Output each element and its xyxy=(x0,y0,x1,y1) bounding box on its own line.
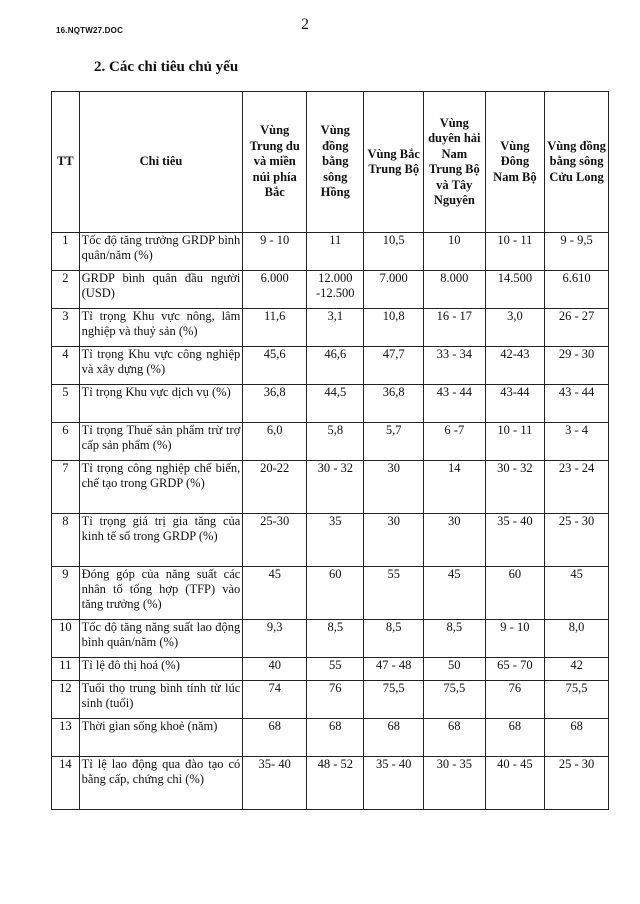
row-number: 1 xyxy=(52,233,80,271)
region-value: 76 xyxy=(307,681,364,719)
table-row xyxy=(52,514,609,567)
table-header-row xyxy=(52,92,609,233)
region-value: 3,1 xyxy=(307,309,364,347)
table-row xyxy=(52,567,609,620)
row-number: 6 xyxy=(52,423,80,461)
region-value: 68 xyxy=(243,719,307,757)
row-number: 11 xyxy=(52,658,80,681)
region-value: 76 xyxy=(485,681,545,719)
header-region: Vùng đồng bằng sông Cửu Long xyxy=(545,92,609,233)
indicator-name: Tốc độ tăng năng suất lao động bình quân/năm (%) xyxy=(79,620,243,658)
region-value: 48 - 52 xyxy=(307,757,364,810)
region-value: 25-30 xyxy=(243,514,307,567)
page-number: 2 xyxy=(301,16,309,33)
region-value: 30 xyxy=(364,461,424,514)
region-value: 8.000 xyxy=(423,271,485,309)
row-number: 4 xyxy=(52,347,80,385)
row-number: 2 xyxy=(52,271,80,309)
row-number: 5 xyxy=(52,385,80,423)
region-value: 45 xyxy=(243,567,307,620)
indicator-name: GRDP bình quân đầu người (USD) xyxy=(79,271,243,309)
region-value: 6.000 xyxy=(243,271,307,309)
region-value: 7.000 xyxy=(364,271,424,309)
region-value: 36,8 xyxy=(364,385,424,423)
region-value: 45,6 xyxy=(243,347,307,385)
region-value: 12.000 -12.500 xyxy=(307,271,364,309)
region-value: 29 - 30 xyxy=(545,347,609,385)
region-value: 26 - 27 xyxy=(545,309,609,347)
region-value: 36,8 xyxy=(243,385,307,423)
table-row xyxy=(52,719,609,757)
table-row xyxy=(52,347,609,385)
header-region: Vùng Bắc Trung Bộ xyxy=(364,92,424,233)
region-value: 11 xyxy=(307,233,364,271)
region-value: 40 xyxy=(243,658,307,681)
region-value: 30 - 32 xyxy=(307,461,364,514)
region-value: 10,8 xyxy=(364,309,424,347)
region-value: 8,5 xyxy=(423,620,485,658)
header-region: Vùng đồng bằng sông Hồng xyxy=(307,92,364,233)
document-filename: 16.NQTW27.DOC xyxy=(56,26,124,35)
region-value: 43-44 xyxy=(485,385,545,423)
region-value: 75,5 xyxy=(545,681,609,719)
table-row xyxy=(52,423,609,461)
table-row xyxy=(52,620,609,658)
indicator-name: Tỉ trọng Khu vực dịch vụ (%) xyxy=(79,385,243,423)
region-value: 65 - 70 xyxy=(485,658,545,681)
region-value: 25 - 30 xyxy=(545,757,609,810)
row-number: 14 xyxy=(52,757,80,810)
indicator-name: Tỉ trọng Khu vực công nghiệp và xây dựng (%) xyxy=(79,347,243,385)
region-value: 35 xyxy=(307,514,364,567)
region-value: 44,5 xyxy=(307,385,364,423)
table-row xyxy=(52,271,609,309)
indicator-name: Tốc độ tăng trưởng GRDP bình quân/năm (%) xyxy=(79,233,243,271)
region-value: 35 - 40 xyxy=(364,757,424,810)
region-value: 45 xyxy=(545,567,609,620)
row-number: 9 xyxy=(52,567,80,620)
table-row xyxy=(52,309,609,347)
region-value: 9 - 10 xyxy=(485,620,545,658)
region-value: 9 - 10 xyxy=(243,233,307,271)
table-row xyxy=(52,681,609,719)
region-value: 9,3 xyxy=(243,620,307,658)
region-value: 8,5 xyxy=(364,620,424,658)
indicators-table xyxy=(51,91,609,810)
table-row xyxy=(52,233,609,271)
region-value: 5,8 xyxy=(307,423,364,461)
region-value: 68 xyxy=(485,719,545,757)
region-value: 3,0 xyxy=(485,309,545,347)
region-value: 60 xyxy=(307,567,364,620)
region-value: 42 xyxy=(545,658,609,681)
region-value: 10 - 11 xyxy=(485,233,545,271)
region-value: 55 xyxy=(307,658,364,681)
region-value: 8,0 xyxy=(545,620,609,658)
row-number: 12 xyxy=(52,681,80,719)
region-value: 6.610 xyxy=(545,271,609,309)
header-region: Vùng duyên hải Nam Trung Bộ và Tây Nguyên xyxy=(423,92,485,233)
indicator-name: Thời gian sống khoẻ (năm) xyxy=(79,719,243,757)
region-value: 68 xyxy=(307,719,364,757)
region-value: 30 xyxy=(423,514,485,567)
region-value: 45 xyxy=(423,567,485,620)
region-value: 14 xyxy=(423,461,485,514)
region-value: 6 -7 xyxy=(423,423,485,461)
region-value: 42-43 xyxy=(485,347,545,385)
region-value: 20-22 xyxy=(243,461,307,514)
region-value: 75,5 xyxy=(364,681,424,719)
region-value: 23 - 24 xyxy=(545,461,609,514)
header-region: Vùng Đông Nam Bộ xyxy=(485,92,545,233)
header-indicator: Chỉ tiêu xyxy=(79,92,243,233)
region-value: 43 - 44 xyxy=(423,385,485,423)
region-value: 35 - 40 xyxy=(485,514,545,567)
header-tt: TT xyxy=(52,92,80,233)
table-row xyxy=(52,385,609,423)
region-value: 55 xyxy=(364,567,424,620)
region-value: 68 xyxy=(423,719,485,757)
row-number: 7 xyxy=(52,461,80,514)
indicator-name: Tỉ lệ đô thị hoá (%) xyxy=(79,658,243,681)
region-value: 33 - 34 xyxy=(423,347,485,385)
region-value: 30 - 35 xyxy=(423,757,485,810)
region-value: 10 - 11 xyxy=(485,423,545,461)
region-value: 47,7 xyxy=(364,347,424,385)
region-value: 10 xyxy=(423,233,485,271)
indicator-name: Đóng góp của năng suất các nhân tố tổng hợp (TFP) vào tăng trưởng (%) xyxy=(79,567,243,620)
region-value: 30 xyxy=(364,514,424,567)
region-value: 43 - 44 xyxy=(545,385,609,423)
row-number: 10 xyxy=(52,620,80,658)
table-row xyxy=(52,461,609,514)
region-value: 11,6 xyxy=(243,309,307,347)
region-value: 30 - 32 xyxy=(485,461,545,514)
row-number: 3 xyxy=(52,309,80,347)
region-value: 46,6 xyxy=(307,347,364,385)
region-value: 3 - 4 xyxy=(545,423,609,461)
region-value: 47 - 48 xyxy=(364,658,424,681)
indicator-name: Tỉ lệ lao động qua đào tạo có bằng cấp, chứng chỉ (%) xyxy=(79,757,243,810)
header-region: Vùng Trung du và miền núi phía Bắc xyxy=(243,92,307,233)
region-value: 5,7 xyxy=(364,423,424,461)
indicator-name: Tỉ trọng Khu vực nông, lâm nghiệp và thuỷ sản (%) xyxy=(79,309,243,347)
region-value: 75,5 xyxy=(423,681,485,719)
region-value: 8,5 xyxy=(307,620,364,658)
region-value: 40 - 45 xyxy=(485,757,545,810)
indicator-name: Tỉ trọng Thuế sản phẩm trừ trợ cấp sản phẩm (%) xyxy=(79,423,243,461)
region-value: 10,5 xyxy=(364,233,424,271)
indicator-name: Tỉ trọng công nghiệp chế biến, chế tạo trong GRDP (%) xyxy=(79,461,243,514)
region-value: 6,0 xyxy=(243,423,307,461)
table-row xyxy=(52,658,609,681)
region-value: 35- 40 xyxy=(243,757,307,810)
indicator-name: Tỉ trọng giá trị gia tăng của kinh tế số trong GRDP (%) xyxy=(79,514,243,567)
section-title: 2. Các chỉ tiêu chủ yếu xyxy=(94,59,239,75)
table-row xyxy=(52,757,609,810)
region-value: 50 xyxy=(423,658,485,681)
row-number: 8 xyxy=(52,514,80,567)
table-body xyxy=(52,233,609,810)
region-value: 74 xyxy=(243,681,307,719)
row-number: 13 xyxy=(52,719,80,757)
region-value: 16 - 17 xyxy=(423,309,485,347)
region-value: 14.500 xyxy=(485,271,545,309)
region-value: 9 - 9,5 xyxy=(545,233,609,271)
region-value: 68 xyxy=(364,719,424,757)
region-value: 68 xyxy=(545,719,609,757)
region-value: 25 - 30 xyxy=(545,514,609,567)
region-value: 60 xyxy=(485,567,545,620)
indicator-name: Tuổi thọ trung bình tính từ lúc sinh (tuổi) xyxy=(79,681,243,719)
